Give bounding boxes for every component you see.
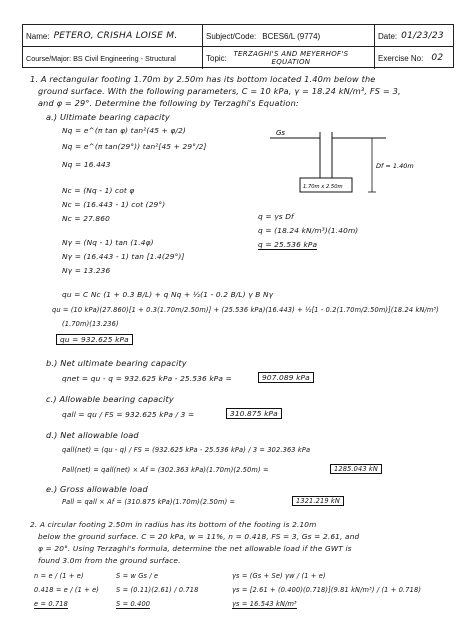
name-cell xyxy=(23,25,203,47)
exercise-label: Exercise No: xyxy=(378,53,424,63)
gs-label: Gs xyxy=(276,129,286,137)
nc-substitution: Nc = (16.443 - 1) cot (29°) xyxy=(62,200,166,209)
topic-cell xyxy=(203,47,375,69)
problem2-statement-line-3: φ = 20°. Using Terzaghi's formula, determine the net allowable load if the GWT is xyxy=(38,544,352,553)
exercise-value: 02 xyxy=(431,53,444,63)
course-label: Course/Major: BS Civil Engineering - Structural xyxy=(26,53,176,63)
problem1-statement-line-1: 1. A rectangular footing 1.70m by 2.50m has its bottom located 1.40m below the xyxy=(30,74,376,84)
qall-result: 310.875 kPa xyxy=(226,408,282,419)
problem1-statement-line-2: ground surface. With the following parameters, C = 10 kPa, γ = 18.24 kN/m³, FS = 3, xyxy=(38,86,401,96)
qu-result: qu = 932.625 kPa xyxy=(56,334,133,345)
void-ratio-formula: n = e / (1 + e) xyxy=(34,572,84,580)
qu-formula: qu = C Nc (1 + 0.3 B/L) + q Nq + ½(1 - 0.2 B/L) γ B Nγ xyxy=(62,290,274,299)
part-e-heading: e.) Gross allowable load xyxy=(46,484,148,494)
problem2-statement-line-1: 2. A circular footing 2.50m in radius has its bottom of the footing is 2.10m xyxy=(30,520,317,529)
part-a-heading: a.) Ultimate bearing capacity xyxy=(46,112,170,122)
date-label: Date: xyxy=(378,31,398,41)
base-label: 1.70m x 2.50m xyxy=(303,184,343,190)
ny-formula: Nγ = (Nq - 1) tan (1.4φ) xyxy=(62,238,154,247)
exercise-cell xyxy=(375,47,455,69)
date-value: 01/23/23 xyxy=(401,31,444,41)
saturation-substitution: S = (0.11)(2.61) / 0.718 xyxy=(116,586,199,594)
header-row-1 xyxy=(23,25,453,47)
subject-value: BCES6/L (9774) xyxy=(262,31,321,41)
pall-result: 1321.219 kN xyxy=(292,496,344,506)
saturation-result: S = 0.400 xyxy=(116,600,151,608)
header-row-2 xyxy=(23,47,453,69)
date-cell xyxy=(375,25,455,47)
saturation-formula: S = w Gs / e xyxy=(116,572,159,580)
name-label: Name: xyxy=(26,31,50,41)
part-b-heading: b.) Net ultimate bearing capacity xyxy=(46,358,187,368)
q-result: q = 25.536 kPa xyxy=(258,240,318,249)
problem1-statement-line-3: and φ = 29°. Determine the following by Terzaghi's Equation: xyxy=(38,98,299,108)
topic-value: TERZAGHI'S AND MEYERHOF'S EQUATION xyxy=(233,50,349,66)
header-table xyxy=(22,24,454,68)
unit-weight-formula: γs = (Gs + Se) γw / (1 + e) xyxy=(232,572,326,580)
df-label: Df = 1.40m xyxy=(376,162,414,170)
qallnet-line: qall(net) = (qu - q) / FS = (932.625 kPa - 25.536 kPa) / 3 = 302.363 kPa xyxy=(62,446,311,454)
pallnet-result: 1285.043 kN xyxy=(330,464,382,474)
subject-label: Subject/Code: xyxy=(206,31,257,41)
pallnet-line: Pall(net) = qall(net) × Af = (302.363 kPa)(1.70m)(2.50m) = xyxy=(62,466,269,474)
footing-diagram xyxy=(262,128,422,208)
name-value: PETERO, CRISHA LOISE M. xyxy=(53,31,178,41)
nc-result: Nc = 27.860 xyxy=(62,214,110,223)
part-c-heading: c.) Allowable bearing capacity xyxy=(46,394,174,404)
unit-weight-substitution: γs = [2.61 + (0.400)(0.718)](9.81 kN/m³) / (1 + 0.718) xyxy=(232,586,422,594)
qu-substitution-cont: (1.70m)(13.236) xyxy=(62,320,119,328)
unit-weight-result: γs = 16.543 kN/m³ xyxy=(232,600,297,608)
qu-substitution: qu = (10 kPa)(27.860)[1 + 0.3(1.70m/2.50m)] + (25.536 kPa)(16.443) + ½[1 - 0.2(1.70m/2.50m)](18.24 kN/m³) xyxy=(52,306,439,314)
qnet-line: qnet = qu - q = 932.625 kPa - 25.536 kPa = xyxy=(62,374,232,383)
ny-result: Nγ = 13.236 xyxy=(62,266,111,275)
q-substitution: q = (18.24 kN/m³)(1.40m) xyxy=(258,226,359,235)
course-cell xyxy=(23,47,203,69)
nc-formula: Nc = (Nq - 1) cot φ xyxy=(62,186,135,195)
qnet-result: 907.089 kPa xyxy=(258,372,314,383)
nq-formula: Nq = e^(π tan φ) tan²(45 + φ/2) xyxy=(62,126,186,135)
nq-result: Nq = 16.443 xyxy=(62,160,111,169)
void-ratio-result: e = 0.718 xyxy=(34,600,68,608)
problem2-statement-line-2: below the ground surface. C = 20 kPa, w = 11%, n = 0.418, FS = 3, Gs = 2.61, and xyxy=(38,532,360,541)
pall-line: Pall = qall × Af = (310.875 kPa)(1.70m)(2.50m) = xyxy=(62,498,236,506)
void-ratio-substitution: 0.418 = e / (1 + e) xyxy=(34,586,100,594)
q-formula: q = γs Df xyxy=(258,212,294,221)
nq-substitution: Nq = e^(π tan(29°)) tan²[45 + 29°/2] xyxy=(62,142,207,151)
part-d-heading: d.) Net allowable load xyxy=(46,430,139,440)
ny-substitution: Nγ = (16.443 - 1) tan [1.4(29°)] xyxy=(62,252,185,261)
subject-cell xyxy=(203,25,375,47)
qall-line: qall = qu / FS = 932.625 kPa / 3 = xyxy=(62,410,195,419)
topic-label: Topic: xyxy=(206,53,227,63)
problem2-statement-line-4: found 3.0m from the ground surface. xyxy=(38,556,181,565)
